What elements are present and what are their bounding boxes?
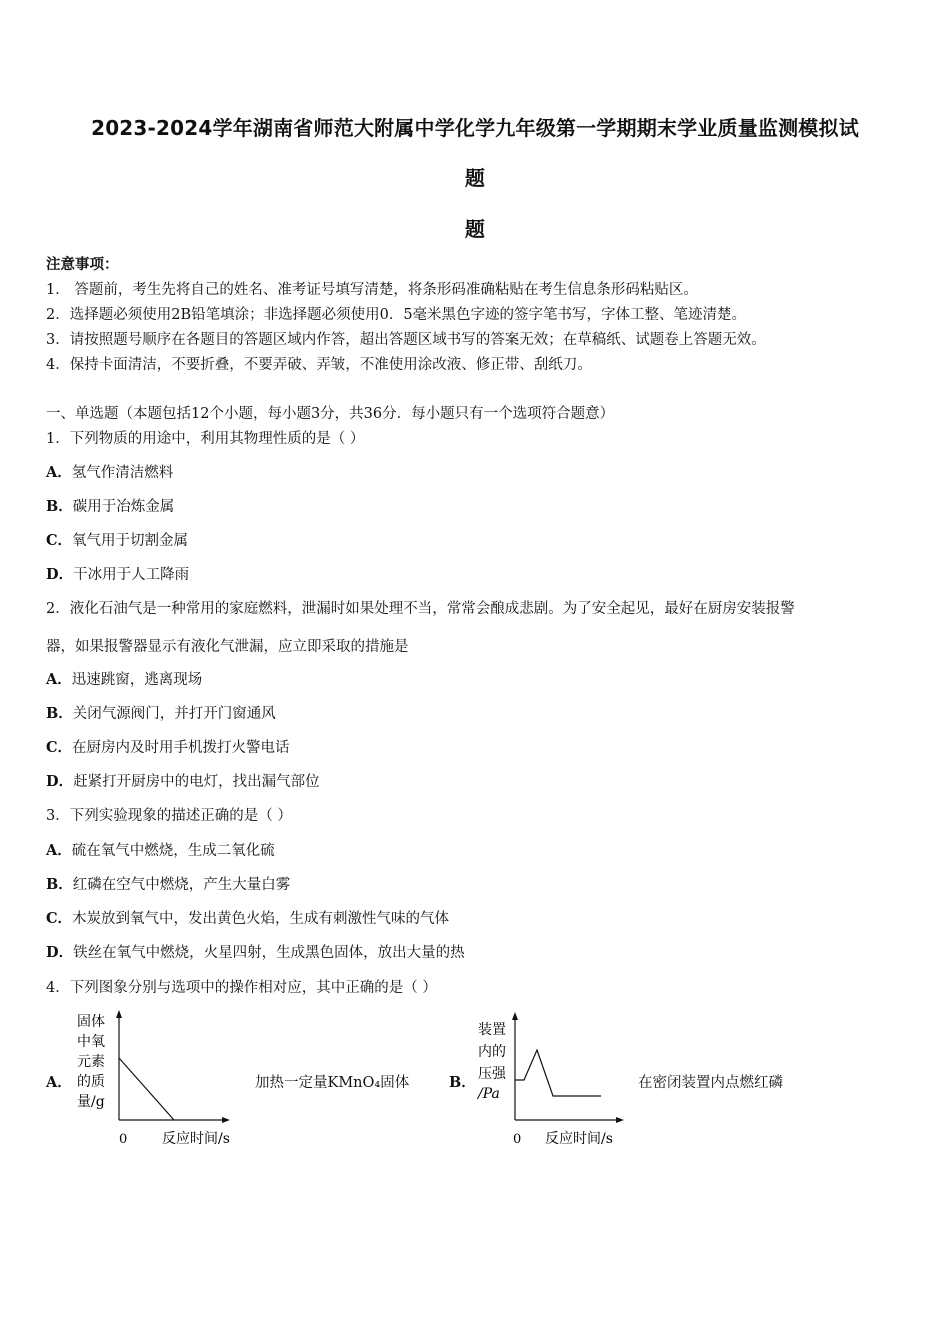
option [46,736,290,757]
graph-option-label: B． [449,1074,476,1091]
graph-option-label: A． [46,1074,72,1091]
graph-a-x-arrow [222,1117,230,1123]
option [46,529,188,550]
option [46,907,449,928]
option [46,941,465,962]
option [46,873,290,894]
option [46,702,276,723]
option-label: B． [46,876,73,893]
question-stem-continuation: 器，如果报警器显示有液化气泄漏，应立即采取的措施是 [46,639,409,655]
graph-a-y-arrow [116,1010,122,1018]
graph-b-y-arrow [512,1012,518,1020]
notice-heading: 注意事项： [46,256,119,273]
option-text: 铁丝在氧气中燃烧，火星四射，生成黑色固体，放出大量的热 [73,945,465,961]
graph-a-ylabel-line: 中氧 [77,1034,105,1050]
option-text: 碳用于冶炼金属 [72,499,175,515]
option-text: 氢气作清洁燃料 [71,465,174,481]
option-label: A． [46,464,72,481]
graph-b-description: 在密闭装置内点燃红磷 [638,1075,783,1091]
graph-b-ylabel-line: 压强 [478,1066,506,1082]
question-stem: 2．液化石油气是一种常用的家庭燃料，泄漏时如果处理不当，常常会酿成悲剧。为了安全起见，最好在厨房安装报警 [46,601,795,617]
option [46,839,275,860]
graph-b [475,1008,655,1153]
exam-title-continuation: 题 [464,166,486,190]
option [46,563,189,584]
option-text: 硫在氧气中燃烧，生成二氧化硫 [71,843,275,859]
notice-item: 1． 答题前，考生先将自己的姓名、准考证号填写清楚，将条形码准确粘贴在考生信息条形码粘贴区。 [46,282,698,298]
option-text: 干冰用于人工降雨 [73,567,190,583]
graph-a-description: 加热一定量KMnO₄固体 [255,1075,410,1091]
graph-b-ylabel-line: /Pa [478,1086,500,1102]
option [46,461,173,482]
graph-a-ylabel-line: 元素 [77,1054,105,1070]
option-text: 在厨房内及时用手机拨打火警电话 [72,740,290,756]
option-label: D． [46,566,74,583]
graph-b-ylabel-line: 内的 [478,1044,506,1060]
option-text: 红磷在空气中燃烧，产生大量白雾 [72,877,291,893]
option-label: C． [46,739,73,756]
option-label: C． [46,910,73,927]
question-stem: 3．下列实验现象的描述正确的是（ ） [46,808,292,824]
notice-item: 4．保持卡面清洁，不要折叠，不要弄破、弄皱，不准使用涂改液、修正带、刮纸刀。 [46,357,592,373]
option [46,770,320,791]
section-heading: 一、单选题（本题包括12个小题，每小题3分，共36分．每小题只有一个选项符合题意） [46,406,615,422]
graph-b-curve [515,1050,601,1096]
option-text: 木炭放到氧气中，发出黄色火焰，生成有刺激性气味的气体 [72,911,450,927]
option-text: 赶紧打开厨房中的电灯，找出漏气部位 [73,774,320,790]
option [46,668,202,689]
exam-title: 2023-2024学年湖南省师范大附属中学化学九年级第一学期期末学业质量监测模拟试 [91,116,859,140]
notice-item: 2．选择题必须使用2B铅笔填涂；非选择题必须使用0．5毫米黑色字迹的签字笔书写，字体工整、笔迹清楚。 [46,307,747,323]
question-stem: 1．下列物质的用途中，利用其物理性质的是（ ） [46,431,365,447]
exam-title-repeat: 题 [464,217,486,241]
option-label: A． [46,671,72,688]
graph-b-ylabel-line: 装置 [478,1022,506,1038]
option [46,495,174,516]
graph-a-ylabel-line: 量/g [77,1094,105,1110]
graph-a-curve [119,1058,174,1120]
graph-b-x-arrow [616,1117,624,1123]
graph-b-xlabel: 反应时间/s [545,1131,613,1147]
graph-a-xlabel: 反应时间/s [162,1131,230,1147]
graph-b-origin: 0 [513,1132,522,1147]
graph-a-ylabel-line: 固体 [77,1014,105,1030]
option-label: B． [46,498,73,515]
graph-a [74,1008,254,1153]
option-label: C． [46,532,73,549]
graph-a-ylabel-line: 的质 [77,1074,105,1090]
option-label: A． [46,842,72,859]
notice-item: 3．请按照题号顺序在各题目的答题区域内作答，超出答题区域书写的答案无效；在草稿纸、试题卷上答题无效。 [46,332,766,348]
option-label: D． [46,773,74,790]
question-stem: 4．下列图象分别与选项中的操作相对应，其中正确的是（ ） [46,980,437,996]
option-label: D． [46,944,74,961]
option-text: 氧气用于切割金属 [72,533,189,549]
option-text: 迅速跳窗，逃离现场 [71,672,203,688]
option-label: B． [46,705,73,722]
graph-a-origin: 0 [119,1132,128,1147]
option-text: 关闭气源阀门，并打开门窗通风 [72,706,276,722]
